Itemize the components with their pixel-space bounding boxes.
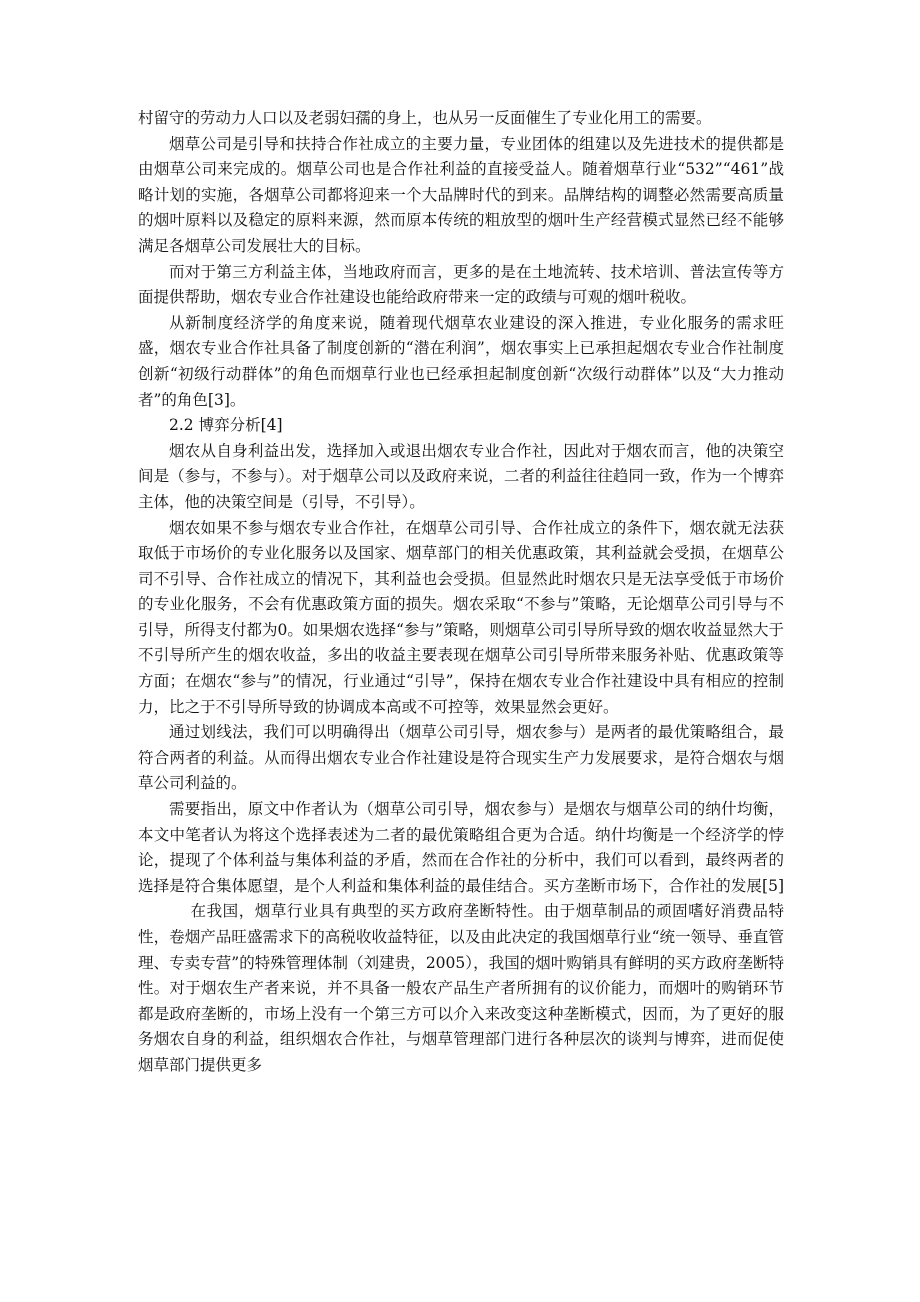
paragraph-tobacco-company: 烟草公司是引导和扶持合作社成立的主要力量，专业团体的组建以及先进技术的提供都是由烟草公司来完成的。烟草公司也是合作社利益的直接受益人。随着烟草行业“532”“461”战略计划的实施，各烟草公司都将迎来一个大品牌时代的到来。品牌结构的调整必然需要高质量的烟叶原料以及稳定的原料来源，然而原本传统的粗放型的烟叶生产经营模式显然已经不能够满足各烟草公司发展壮大的目标。	[138, 134, 784, 255]
document-page	[138, 106, 784, 1079]
paragraph-monopsony-part2: 在我国，烟草行业具有典型的买方政府垄断特性。由于烟草制品的顽固嗜好消费品特性，卷烟产品旺盛需求下的高税收收益特征，以及由此决定的我国烟草行业“统一领导、垂直管理、专卖专营”的特殊管理体制（刘建贵，2005），我国的烟叶购销具有鲜明的买方政府垄断特性。对于烟农生产者来说，并不具备一般农产品生产者所拥有的议价能力，而烟叶的购销环节都是政府垄断的，市场上没有一个第三方可以介入来改变这种垄断模式，因而，为了更好的服务烟农自身的利益，组织烟农合作社，与烟草管理部门进行各种层次的谈判与博弈，进而促使烟草部门提供更多	[138, 902, 784, 1074]
paragraph-local-government: 而对于第三方利益主体，当地政府而言，更多的是在土地流转、技术培训、普法宣传等方面提供帮助，烟农专业合作社建设也能给政府带来一定的政绩与可观的烟叶税收。	[138, 262, 784, 307]
paragraph-continuation: 村留守的劳动力人口以及老弱妇孺的身上，也从另一反面催生了专业化用工的需要。	[138, 109, 712, 127]
paragraph-decision-space: 烟农从自身利益出发，选择加入或退出烟农专业合作社，因此对于烟农而言，他的决策空间是（参与，不参与）。对于烟草公司以及政府来说，二者的利益往往趋同一致，作为一个博弈主体，他的决策空间是（引导，不引导）。	[138, 441, 784, 511]
paragraph-institutional-economics: 从新制度经济学的角度来说，随着现代烟草农业建设的深入推进，专业化服务的需求旺盛，烟农专业合作社具备了制度创新的“潜在利润”，烟农事实上已承担起烟农专业合作社制度创新“初级行动群体”的角色而烟草行业也已经承担起制度创新“次级行动群体”以及“大力推动者”的角色[3]。	[138, 313, 784, 409]
section-heading: 2.2 博弈分析[4]	[169, 416, 283, 435]
paragraph-optimal-strategy: 通过划线法，我们可以明确得出（烟草公司引导，烟农参与）是两者的最优策略组合，最符合两者的利益。从而得出烟农专业合作社建设是符合现实生产力发展要求，是符合烟农与烟草公司利益的。	[138, 723, 784, 793]
paragraph-nash-equilibrium	[138, 797, 784, 1079]
paragraph-payoff-analysis: 烟农如果不参与烟农专业合作社，在烟草公司引导、合作社成立的条件下，烟农就无法获取低于市场价的专业化服务以及国家、烟草部门的相关优惠政策，其利益就会受损，在烟草公司不引导、合作社成立的情况下，其利益也会受损。但显然此时烟农只是无法享受低于市场价的专业化服务，不会有优惠政策方面的损失。烟农采取“不参与”策略，无论烟草公司引导与不引导，所得支付都为0。如果烟农选择“参与”策略，则烟草公司引导所导致的烟农收益显然大于不引导所产生的烟农收益，多出的收益主要表现在烟草公司引导所带来服务补贴、优惠政策等方面；在烟农“参与”的情况，行业通过“引导”，保持在烟农专业合作社建设中具有相应的控制力，比之于不引导所导致的协调成本高或不可控等，效果显然会更好。	[138, 518, 784, 716]
paragraph-nash-part1: 需要指出，原文中作者认为（烟草公司引导，烟农参与）是烟农与烟草公司的纳什均衡，本文中笔者认为将这个选择表述为二者的最优策略组合更为合适。纳什均衡是一个经济学的悖论，提现了个体利益与集体利益的矛盾，然而在合作社的分析中，我们可以看到，最终两者的选择是符合集体愿望，是个人利益和集体利益的最佳结合。买方垄断市场下，合作社的发展[5]	[138, 800, 784, 895]
